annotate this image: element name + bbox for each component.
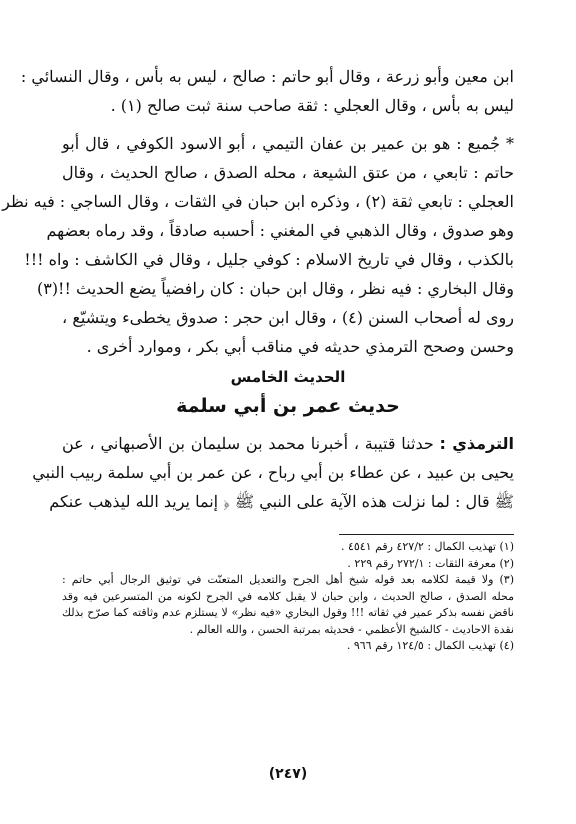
footnote: محله الصدق ، صالح الحديث ، وابن حبان لا يقبل كلامه في الجرح لكونه من المتسرعين فيه وقد: [62, 589, 514, 603]
text-line: بالكذب ، وقال في تاريخ الاسلام : كوفي جليل ، وقال في الكاشف : واه !!!: [24, 250, 514, 269]
section-heading: الحديث الخامس: [230, 368, 346, 386]
source-keyword: الترمذي :: [439, 434, 514, 453]
text-line: العجلي : تابعي ثقة (٢) ، وذكره ابن حبان في الثقات ، وقال الساجي : فيه نظر: [2, 192, 514, 211]
footnote: (٤) تهذيب الكمال : ١٢٤/٥ رقم ٩٦٦ .: [346, 639, 514, 652]
text-line: يحيى بن عبيد ، عن عطاء بن أبي رباح ، عن عمر بن أبي سلمة ربيب النبي: [32, 463, 514, 482]
page-number: (٢٤٧): [268, 766, 308, 782]
text-line: وهو صدوق ، وقال الذهبي في المغني : أحسبه صادقاً ، وقد رماه بعضهم: [46, 221, 514, 240]
text-line: * جُميع : هو بن عمير بن عفان التيمي ، أبو الاسود الكوفي ، قال أبو: [62, 134, 514, 153]
hadith-title: حديث عمر بن أبي سلمة: [176, 395, 400, 417]
text-line: حاتم : تابعي ، من عتق الشيعة ، محله الصدق ، صالح الحديث ، وقال: [62, 163, 514, 182]
footnote: ناقض نفسه بذكر عمير في ثقاته !!! وقول البخاري «فيه نظر» لا يستلزم عدم وثاقته كما صرّح بذلك: [62, 606, 514, 619]
paragraph-2: [2, 129, 514, 361]
footnotes: [62, 539, 514, 655]
paragraph-3: [32, 429, 514, 516]
text-line: وقال البخاري : فيه نظر ، وقال ابن حبان : كان رافضياً يضع الحديث !!(٣): [36, 279, 514, 298]
text-line: [62, 429, 514, 458]
paragraph-1: [20, 62, 514, 120]
footnote: (٢) معرفة الثقات : ٢٧٢/١ رقم ٢٢٩ .: [347, 556, 514, 570]
footnote: نقدة الاحاديث - كالشيخ الأعظمي - فحديثه بمرتبة الحسن ، والله العالم .: [189, 622, 514, 636]
text-line: ابن معين وأبو زرعة ، وقال أبو حاتم : صالح ، ليس به بأس ، وقال النسائي :: [20, 67, 514, 86]
text-span: حدثنا قتيبة ، أخبرنا محمد بن سليمان بن الأصبهاني ، عن: [62, 434, 440, 453]
footnote: (١) تهذيب الكمال : ٤٢٧/٢ رقم ٤٥٤١ .: [340, 540, 514, 553]
footnote: (٣) ولا قيمة لكلامه بعد قوله شيخ أهل الجرح والتعديل المتعنّت في توثيق الرجال أبي حاتم :: [62, 573, 514, 586]
footnote-divider: [339, 534, 514, 535]
text-line: روى له أصحاب السنن (٤) ، وقال ابن حجر : صدوق يخطىء ويتشيّع ،: [62, 308, 514, 327]
text-line: ﷺ قال : لما نزلت هذه الآية على النبي ﷺ ﴿ إنما يريد الله ليذهب عنكم: [49, 492, 514, 511]
text-line: ليس به بأس ، وقال العجلي : ثقة صاحب سنة ثبت صالح (١) .: [110, 96, 514, 115]
text-line: وحسن وصحح الترمذي حديثه في مناقب أبي بكر ، وموارد أخرى .: [86, 337, 514, 356]
